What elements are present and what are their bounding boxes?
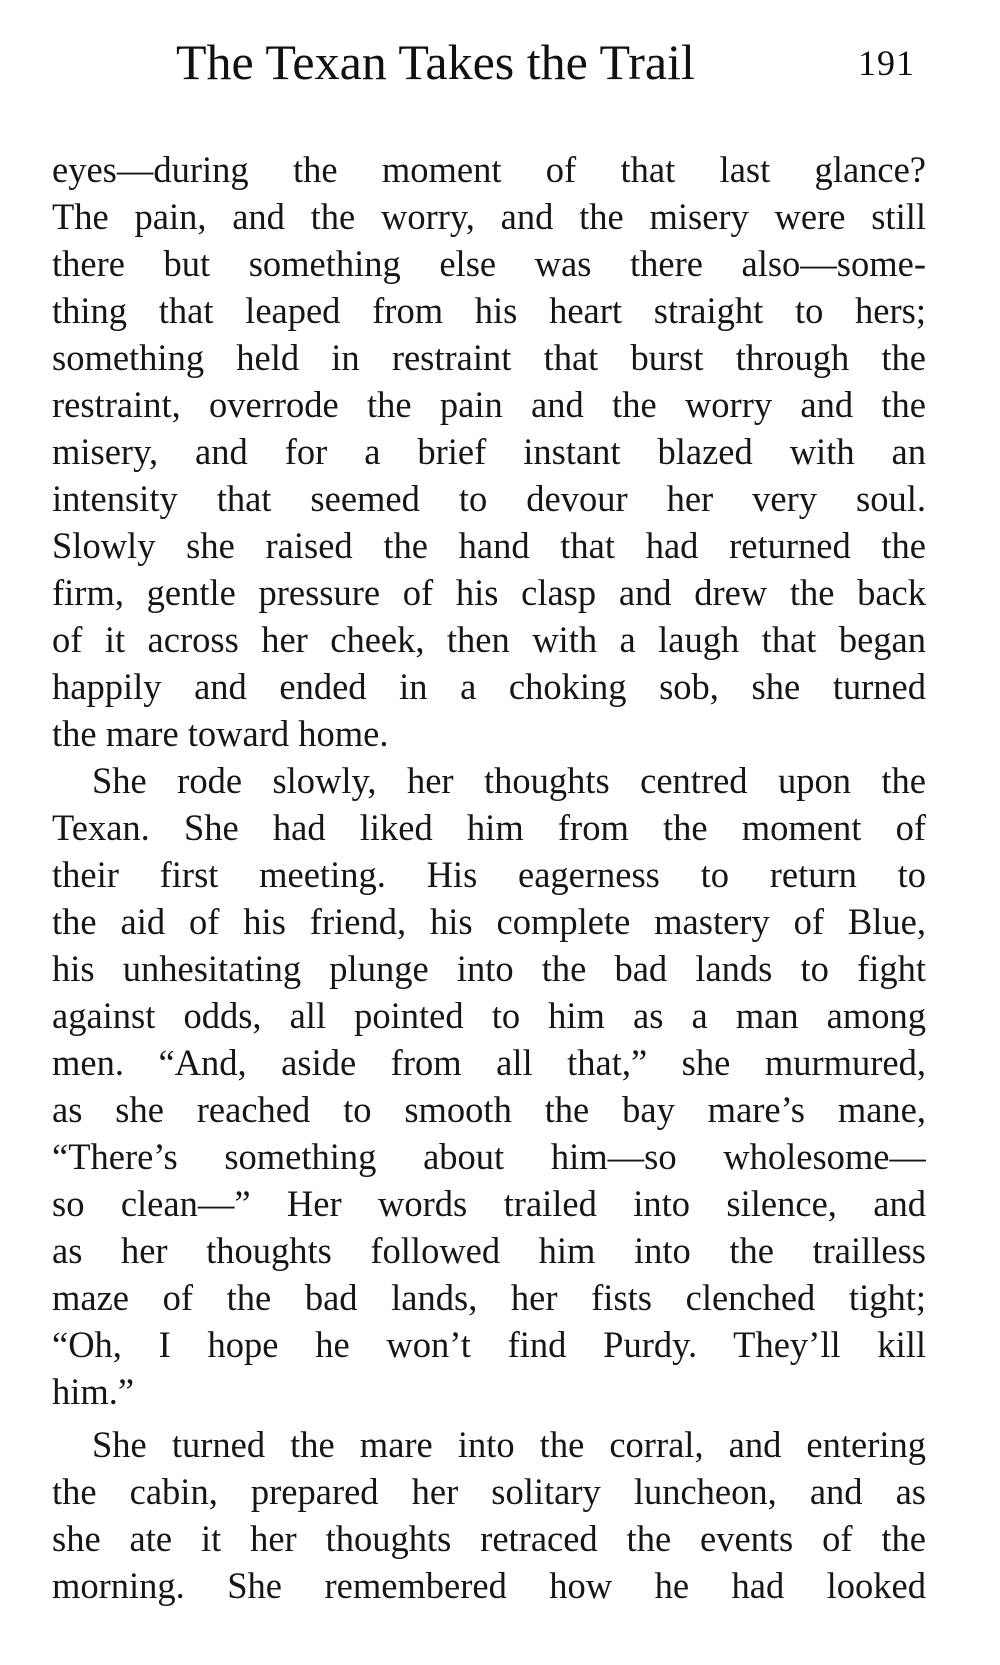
text-line: happily and ended in a choking sob, she turned xyxy=(52,666,926,707)
text-line: the cabin, prepared her solitary luncheon, and as xyxy=(52,1471,926,1512)
text-line: she ate it her thoughts retraced the events of the xyxy=(52,1518,926,1559)
text-line: of it across her cheek, then with a laugh that began xyxy=(52,619,926,660)
text-line: Slowly she raised the hand that had returned the xyxy=(52,525,926,566)
text-line: against odds, all pointed to him as a man among xyxy=(52,995,926,1036)
text-line: as her thoughts followed him into the trailless xyxy=(52,1230,926,1271)
text-line: men. “And, aside from all that,” she murmured, xyxy=(52,1042,926,1083)
text-line: restraint, overrode the pain and the worry and the xyxy=(52,384,926,425)
text-line: so clean—” Her words trailed into silence, and xyxy=(52,1183,926,1224)
text-line: the aid of his friend, his complete mastery of Blue, xyxy=(52,901,926,942)
text-line: maze of the bad lands, her fists clenched tight; xyxy=(52,1277,926,1318)
text-line: there but something else was there also—some- xyxy=(52,243,926,284)
paragraph-1 xyxy=(52,146,926,757)
body-text xyxy=(52,146,926,1609)
text-line: “There’s something about him—so wholesome— xyxy=(52,1136,926,1177)
page-number: 191 xyxy=(858,43,915,83)
text-line: morning. She remembered how he had looked xyxy=(52,1565,926,1606)
paragraph-3 xyxy=(52,1421,926,1609)
text-line: intensity that seemed to devour her very soul. xyxy=(52,478,926,519)
text-line: his unhesitating plunge into the bad lands to fight xyxy=(52,948,926,989)
text-line: firm, gentle pressure of his clasp and drew the back xyxy=(52,572,926,613)
paragraph-2 xyxy=(52,757,926,1415)
running-title: The Texan Takes the Trail xyxy=(176,34,695,90)
text-line: “Oh, I hope he won’t find Purdy. They’ll kill xyxy=(52,1324,926,1365)
text-line: the mare toward home. xyxy=(52,713,389,754)
running-head xyxy=(0,32,1000,92)
text-line: him.” xyxy=(52,1371,135,1412)
text-line: The pain, and the worry, and the misery were still xyxy=(52,196,926,237)
text-line: Texan. She had liked him from the moment of xyxy=(52,807,926,848)
text-line: She rode slowly, her thoughts centred upon the xyxy=(92,760,926,801)
text-line: their first meeting. His eagerness to return to xyxy=(52,854,926,895)
text-line: eyes—during the moment of that last glance? xyxy=(52,149,926,190)
text-line: thing that leaped from his heart straight to hers; xyxy=(52,290,926,331)
text-line: She turned the mare into the corral, and entering xyxy=(92,1424,926,1465)
text-line: as she reached to smooth the bay mare’s mane, xyxy=(52,1089,926,1130)
text-line: something held in restraint that burst through the xyxy=(52,337,926,378)
text-line: misery, and for a brief instant blazed with an xyxy=(52,431,926,472)
